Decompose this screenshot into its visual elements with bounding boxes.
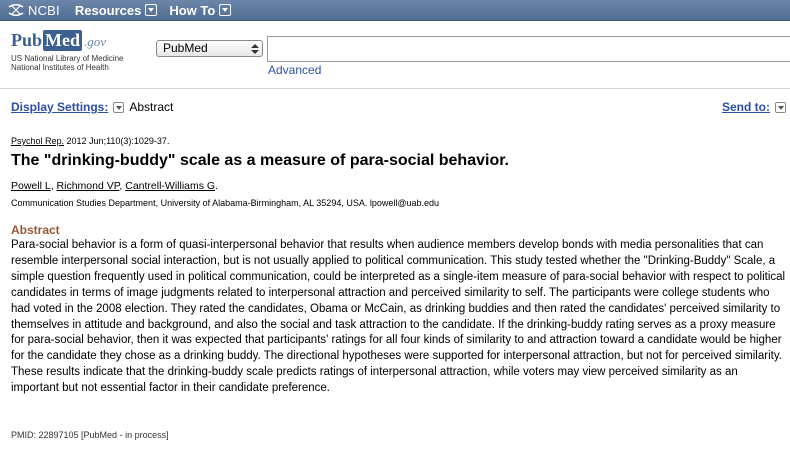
article-title: The "drinking-buddy" scale as a measure of para-social behavior. — [11, 152, 509, 169]
chevron-down-icon — [145, 4, 157, 16]
pubmed-header — [0, 22, 790, 82]
chevron-down-icon — [219, 4, 231, 16]
ncbi-top-bar — [0, 0, 790, 21]
header-divider — [0, 88, 790, 89]
display-settings-link[interactable]: Display Settings: — [11, 100, 109, 114]
author-link[interactable]: Powell L — [11, 180, 51, 192]
author-link[interactable]: Richmond VP — [56, 180, 120, 192]
citation — [11, 136, 169, 146]
display-format-value: Abstract — [129, 100, 174, 114]
abstract-text: Para-social behavior is a form of quasi-interpersonal behavior that results when audience members develop bonds with media personalities that can resemble interpersonal social interaction, but is not usually applied to political communication. This study tested whether the "Drinking-Buddy" Scale, a simple question frequently used in political communication, could be interpreted as a single-item measure of para-social behavior with respect to political candidates in terms of image judgments related to interpersonal attraction and perceived similarity to self. The participants were college students who had voted in the 2008 election. They rated the candidates, Obama or McCain, as drinking buddies and then rated the candidates' perceived similarity to themselves in attitude and background, and also the social and task attraction to the candidate. If the drinking-buddy rating serves as a proxy measure for para-social behavior, then it was expected that participants' ratings for all four kinds of similarity to and attraction toward a candidate would be higher for the candidate they chose as a drinking buddy. The directional hypotheses were supported for interpersonal attraction, but not for perceived similarity. These results indicate that the drinking-buddy scale predicts ratings of interpersonal attraction, while voters may view perceived similarity as an important but not essential factor in their candidate preference. — [11, 239, 786, 395]
display-settings — [11, 100, 173, 114]
logo-pub: Pub — [11, 30, 43, 50]
advanced-search-link[interactable]: Advanced — [268, 63, 322, 77]
journal-link[interactable]: Psychol Rep. — [11, 136, 65, 146]
ncbi-logo-icon — [8, 3, 24, 17]
resources-menu[interactable] — [75, 3, 157, 18]
ncbi-label: NCBI — [28, 2, 60, 18]
citation-details: 2012 Jun;110(3):1029-37. — [64, 136, 170, 146]
how-to-menu-label: How To — [169, 2, 216, 18]
author-link[interactable]: Cantrell-Williams G — [125, 180, 216, 192]
chevron-down-icon[interactable] — [775, 102, 786, 113]
resources-menu-label: Resources — [74, 2, 142, 18]
logo-med: Med — [45, 30, 81, 50]
logo-gov: .gov — [84, 34, 107, 49]
top-menu — [75, 3, 243, 18]
author-list: Powell L, Richmond VP, Cantrell-Williams G. — [11, 180, 218, 192]
pubmed-wordmark — [11, 30, 124, 51]
abstract-heading: Abstract — [11, 223, 60, 237]
send-to — [722, 100, 786, 114]
send-to-link[interactable]: Send to: — [722, 100, 770, 114]
select-arrows-icon — [251, 43, 259, 55]
logo-subtitle-1: US National Library of Medicine — [11, 54, 124, 63]
logo-subtitle-2: National Institutes of Health — [11, 63, 109, 72]
how-to-menu[interactable] — [169, 3, 231, 18]
affiliation: Communication Studies Department, University of Alabama-Birmingham, AL 35294, USA. lpowell@uab.edu — [11, 198, 440, 208]
chevron-down-icon[interactable] — [113, 102, 124, 113]
pubmed-logo[interactable] — [11, 30, 124, 72]
ncbi-logo-link[interactable] — [8, 3, 60, 18]
search-input[interactable] — [267, 36, 790, 62]
database-select-value: PubMed — [163, 41, 208, 55]
pmid-line: PMID: 22897105 [PubMed - in process] — [11, 430, 169, 440]
database-select[interactable] — [156, 40, 263, 57]
